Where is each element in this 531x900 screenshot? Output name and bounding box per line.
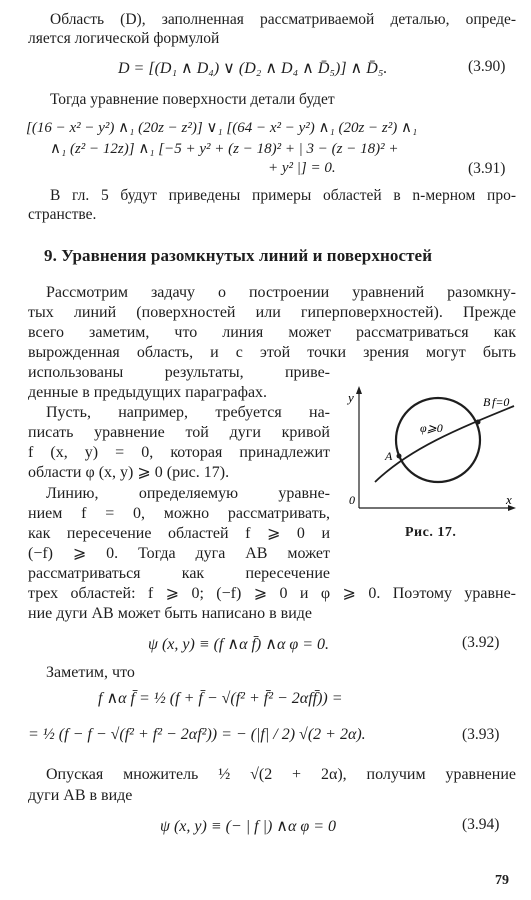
para1-line-1: Рассмотрим задачу о построении уравнений разомкну- [46,284,516,301]
dropping-line-2: дуги AB в виде [28,787,133,804]
equation-number-3-90: (3.90) [468,58,506,75]
point-a-label: A [385,449,393,463]
para2-line-1: Пусть, например, требуется на- [46,404,330,421]
figure-17 [340,380,520,520]
para3-line-1: Линию, определяемую уравне- [46,485,330,502]
note-text: Заметим, что [46,664,135,681]
equation-number-3-93: (3.93) [462,726,500,743]
para3-line-3: как пересечение областей f ⩾ 0 и [28,525,330,542]
x-axis-label: x [506,492,512,507]
dropping-line-1: Опуская множитель ½ √(2 + 2α), получим уравнение [46,766,516,783]
point-b-label: B [483,395,491,409]
equation-3-91-line-1: [(16 − x² − y²) ∧₁ (20z − z²)] ∨₁ [(64 − x² − y²) ∧₁ (20z − z²) ∧₁ [26,120,418,136]
equation-3-92: ψ (x, y) ≡ (f ∧α f̄) ∧α φ = 0. [148,636,330,653]
para3-line-7: ние дуги AB может быть написано в виде [28,605,313,622]
equation-number-3-92: (3.92) [462,634,500,651]
chapter-ref-line-2: странстве. [28,206,97,223]
para1-line-5: использованы результаты, приве- [28,364,330,381]
region-label: φ⩾0 [420,421,443,435]
intro-line-2: ляется логической формулой [28,30,220,47]
para3-line-2: нием f = 0, можно рассматривать, [28,505,330,522]
point-b [476,420,481,425]
para1-line-3: всего заметим, что линия может рассматриваться как [28,324,516,341]
page-number: 79 [495,873,509,888]
equation-3-91-line-3: + y² |] = 0. [268,160,336,176]
para1-line-2: тых линий (поверхностей или гиперповерхностей). Прежде [28,304,516,321]
origin-label: 0 [349,493,355,507]
para1-line-4: вырожденная область, и с этой точки зрения могут быть [28,344,516,361]
para3-line-4: (−f) ⩾ 0. Тогда дуга AB может [28,545,330,562]
chapter-ref-line-1: В гл. 5 будут приведены примеры областей в n-мерном про- [50,187,516,204]
para2-line-3: f (x, y) = 0, которая принадлежит [28,444,330,461]
equation-3-94: ψ (x, y) ≡ (− | f |) ∧α φ = 0 [160,818,337,835]
para2-line-4: области φ (x, y) ⩾ 0 (рис. 17). [28,464,230,481]
equation-3-93-line-1: f ∧α f̄ = ½ (f + f̄ − √(f² + f̄² − 2αff̄)) = [98,690,343,707]
y-axis-arrow-icon [356,386,362,394]
surface-intro: Тогда уравнение поверхности детали будет [50,91,335,108]
equation-number-3-91: (3.91) [468,160,506,177]
para2-line-2: писать уравнение той дуги кривой [28,424,330,441]
equation-3-93-line-2: = ½ (f − f − √(f² + f² − 2αf²)) = − (|f| / 2) √(2 + 2α). [28,726,366,743]
point-a [397,454,402,459]
section-heading: 9. Уравнения разомкнутых линий и поверхностей [44,246,433,265]
equation-3-91-line-2: ∧₁ (z² − 12z)] ∧₁ [−5 + y² + (z − 18)² + | 3 − (z − 18)² + [50,141,399,157]
para3-line-6: трех областей: f ⩾ 0; (−f) ⩾ 0 и φ ⩾ 0. Поэтому уравне- [28,585,516,602]
para1-line-6: денные в предыдущих параграфах. [28,384,268,401]
figure-caption: Рис. 17. [405,525,457,540]
equation-3-90: D = [(D₁ ∧ D₄) ∨ (D₂ ∧ D₄ ∧ D̄₅)] ∧ D̄₅. [118,60,388,77]
intro-line-1: Область (D), заполненная рассматриваемой деталью, опреде- [50,11,516,28]
y-axis-label: y [348,390,354,405]
para3-line-5: рассматриваться как пересечение [28,565,330,582]
equation-number-3-94: (3.94) [462,816,500,833]
curve-label: f=0 [492,395,510,409]
